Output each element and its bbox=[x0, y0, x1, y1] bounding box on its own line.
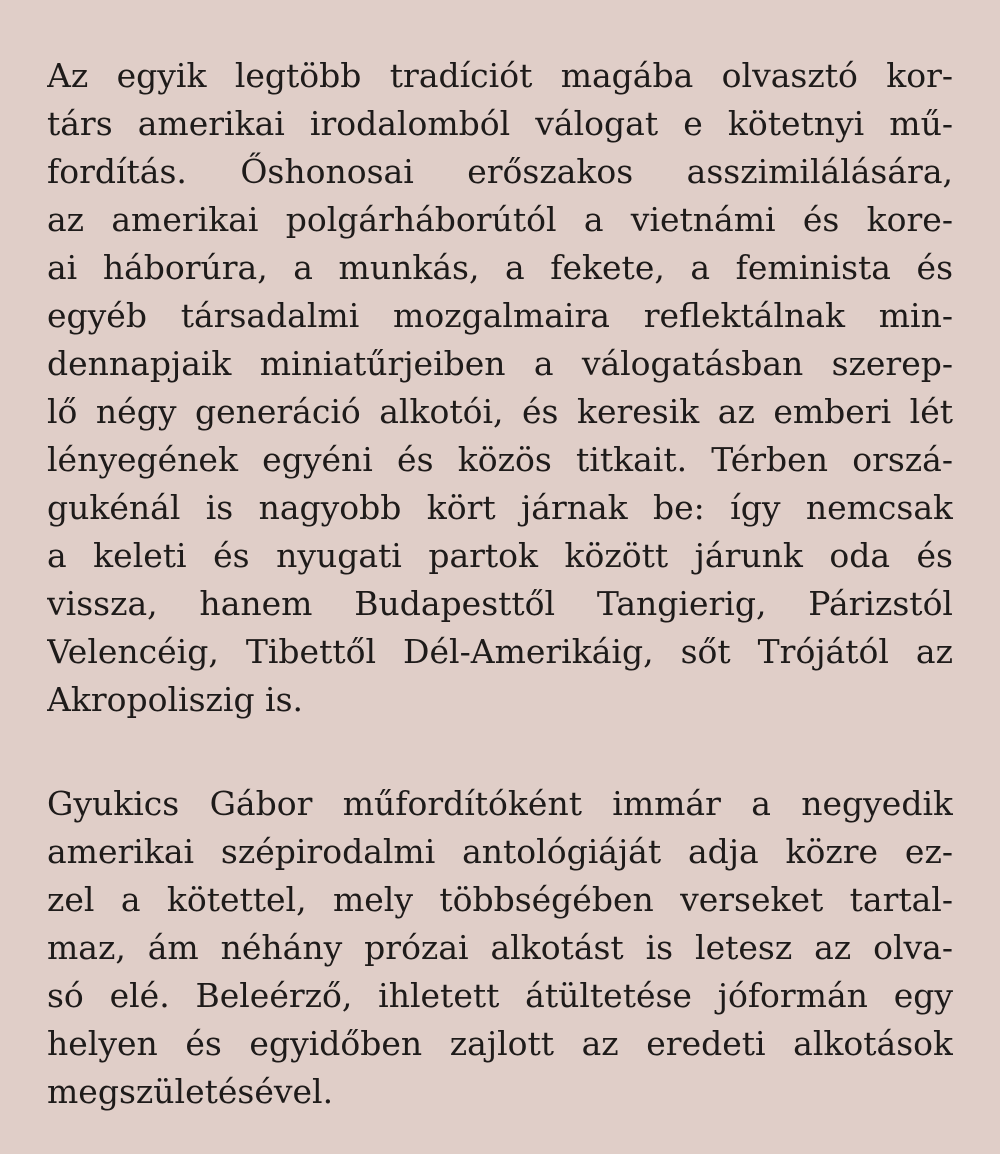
text-line: helyen és egyidőben zajlott az eredeti alkotások bbox=[47, 1024, 953, 1063]
text-line: dennapjaik miniatűrjeiben a válogatásban szerep- bbox=[47, 344, 953, 383]
text-line: Az egyik legtöbb tradíciót magába olvasztó kor- bbox=[47, 56, 953, 95]
text-line: maz, ám néhány prózai alkotást is letesz az olva- bbox=[47, 928, 953, 967]
text-line: Velencéig, Tibettől Dél-Amerikáig, sőt Trójától az bbox=[47, 632, 953, 671]
paragraph-translator bbox=[47, 780, 953, 1116]
text-line: ai háborúra, a munkás, a fekete, a feminista és bbox=[47, 248, 953, 287]
paragraph-intro bbox=[47, 52, 953, 724]
text-line: lényegének egyéni és közös titkait. Térben orszá- bbox=[47, 440, 953, 479]
text-line: megszületésével. bbox=[47, 1072, 334, 1111]
text-line: Gyukics Gábor műfordítóként immár a negyedik bbox=[47, 784, 953, 823]
text-line: fordítás. Őshonosai erőszakos asszimilálására, bbox=[47, 152, 953, 191]
text-line: vissza, hanem Budapesttől Tangierig, Párizstól bbox=[47, 584, 953, 623]
text-line: amerikai szépirodalmi antológiáját adja közre ez- bbox=[47, 832, 953, 871]
text-line: gukénál is nagyobb kört járnak be: így nemcsak bbox=[47, 488, 953, 527]
text-line: Akropoliszig is. bbox=[47, 680, 304, 719]
text-line: társ amerikai irodalomból válogat e kötetnyi mű- bbox=[47, 104, 953, 143]
text-line: só elé. Beleérző, ihletett átültetése jóformán egy bbox=[47, 976, 953, 1015]
text-line: az amerikai polgárháborútól a vietnámi és kore- bbox=[47, 200, 953, 239]
text-line: lő négy generáció alkotói, és keresik az emberi lét bbox=[47, 392, 953, 431]
text-line: a keleti és nyugati partok között járunk oda és bbox=[47, 536, 953, 575]
text-line: egyéb társadalmi mozgalmaira reflektálnak min- bbox=[47, 296, 953, 335]
text-line: zel a kötettel, mely többségében verseket tartal- bbox=[47, 880, 953, 919]
